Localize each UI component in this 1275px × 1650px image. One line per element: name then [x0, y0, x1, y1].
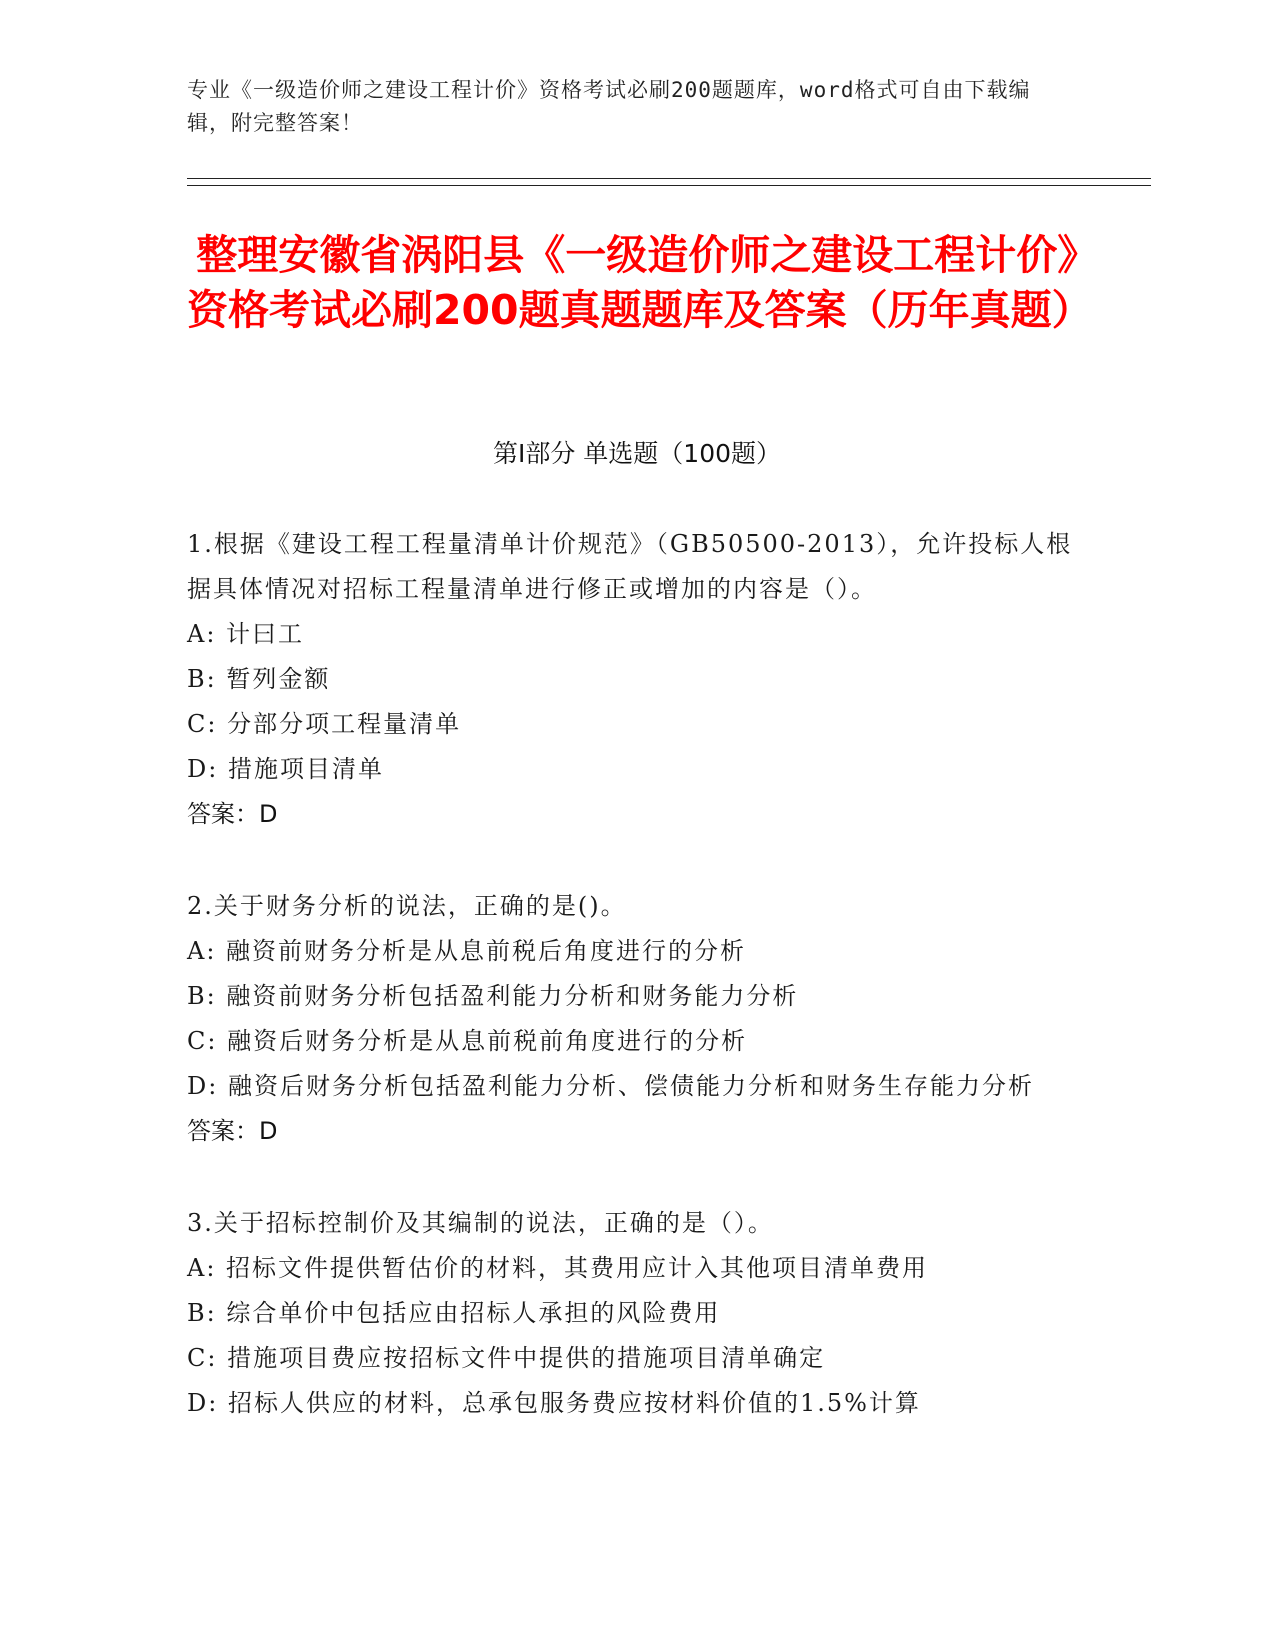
option-c: C: 分部分项工程量清单: [187, 710, 462, 738]
section-title: 第Ⅰ部分 单选题（100题）: [492, 439, 782, 468]
answer-label: 答案：D: [187, 1117, 278, 1145]
question-2: [187, 884, 1087, 1154]
option-a: A: 计曰工: [187, 620, 305, 648]
document-title: 整理安徽省涡阳县《一级造价师之建设工程计价》资格考试必刷200题真题题库及答案（历年真题）: [187, 231, 1093, 334]
option-d: D: 招标人供应的材料，总承包服务费应按材料价值的1.5%计算: [187, 1389, 921, 1417]
header-note: 专业《一级造价师之建设工程计价》资格考试必刷200题题库，word格式可自由下载编辑，附完整答案！: [187, 78, 1031, 135]
option-a: A: 融资前财务分析是从息前税后角度进行的分析: [187, 937, 747, 965]
question-1: [187, 522, 1087, 837]
option-c: C: 融资后财务分析是从息前税前角度进行的分析: [187, 1027, 748, 1055]
question-3: [187, 1201, 1087, 1426]
question-text: 3.关于招标控制价及其编制的说法，正确的是（）。: [187, 1209, 774, 1237]
option-b: B: 综合单价中包括应由招标人承担的风险费用: [187, 1299, 721, 1327]
question-text: 2.关于财务分析的说法，正确的是()。: [187, 892, 627, 920]
option-d: D: 措施项目清单: [187, 755, 384, 783]
option-b: B: 暂列金额: [187, 665, 331, 693]
option-c: C: 措施项目费应按招标文件中提供的措施项目清单确定: [187, 1344, 826, 1372]
question-list: [187, 522, 1087, 1473]
option-b: B: 融资前财务分析包括盈利能力分析和财务能力分析: [187, 982, 799, 1010]
header-divider-bottom: [187, 185, 1151, 186]
question-text: 1.根据《建设工程工程量清单计价规范》（GB50500-2013），允许投标人根据具体情况对招标工程量清单进行修正或增加的内容是（）。: [187, 530, 1073, 603]
option-a: A: 招标文件提供暂估价的材料，其费用应计入其他项目清单费用: [187, 1254, 929, 1282]
option-d: D: 融资后财务分析包括盈利能力分析、偿债能力分析和财务生存能力分析: [187, 1072, 1034, 1100]
header-divider-top: [187, 178, 1151, 179]
answer-label: 答案：D: [187, 800, 278, 828]
